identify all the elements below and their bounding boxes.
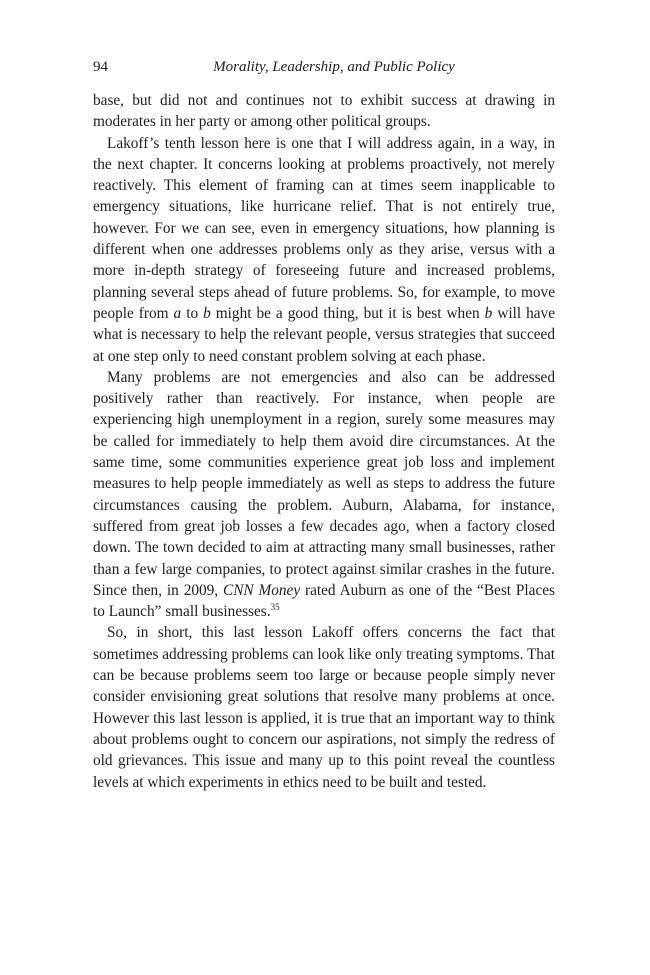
text-segment: Lakoff’s tenth lesson here is one that I will address again, in a way, in the next chapter. It concerns looking at problems proactively, not merely reactively. This element of framing can at times seem inapplicable to emergency situations, like hurricane relief. That is not entirely true, however. For we can see, even in emergency situations, how planning is different when one addresses problems only as they arise, versus with a more in-depth strategy of foreseeing future and increased problems, planning several steps ahead of future problems. So, for example, to move people from [93,134,555,322]
text-segment: So, in short, this last lesson Lakoff offers concerns the fact that sometimes addressing problems can look like only treating symptoms. That can be because problems seem too large or because people simply never consider envisioning great solutions that resolve many problems at once. However this last lesson is applied, it is true that an important way to think about problems ought to concern our aspirations, not simply the redress of old grievances. This issue and many up to this point reveal the countless levels at which experiments in ethics need to be built and tested. [93,624,555,791]
text-segment: will have what is necessary to help the relevant people, versus strategies that succeed at one step only to need constant problem solving at each phase. [93,304,555,365]
italic-variable: b [203,304,211,322]
text-segment: base, but did not and continues not to exhibit success at drawing in moderates in her party or among other political groups. [93,92,555,131]
running-head [93,56,555,78]
footnote-reference[interactable]: 35 [270,602,280,613]
text-segment: rated Auburn as one of the “Best Places to Launch” small businesses. [93,581,555,621]
publication-title: CNN Money [223,581,301,599]
body-text [93,90,555,793]
page-number: 94 [93,59,108,75]
text-segment: to [181,304,204,322]
text-segment: Many problems are not emergencies and also can be addressed positively rather than reactively. For instance, when people are experiencing high unemployment in a region, surely some measures may be called for immediately to help them avoid dire circumstances. At the same time, some communities experience great job loss and implement measures to help people immediately as well as steps to address the future circumstances causing the problem. Auburn, Alabama, for instance, suffered from great job losses a few decades ago, when a factory closed down. The town decided to aim at attracting many small businesses, rather than a few large companies, to protect against similar crashes in the future. Since then, in 2009, [93,368,555,599]
running-title: Morality, Leadership, and Public Policy [213,59,455,75]
paragraph-continued [93,90,555,133]
paragraph-tenth-lesson [93,133,555,367]
book-page [93,56,555,793]
text-segment: might be a good thing, but it is best when [210,304,485,322]
italic-variable: a [173,304,182,322]
paragraph-auburn-example [93,367,555,623]
italic-variable: b [484,304,493,322]
paragraph-conclusion [93,622,555,792]
